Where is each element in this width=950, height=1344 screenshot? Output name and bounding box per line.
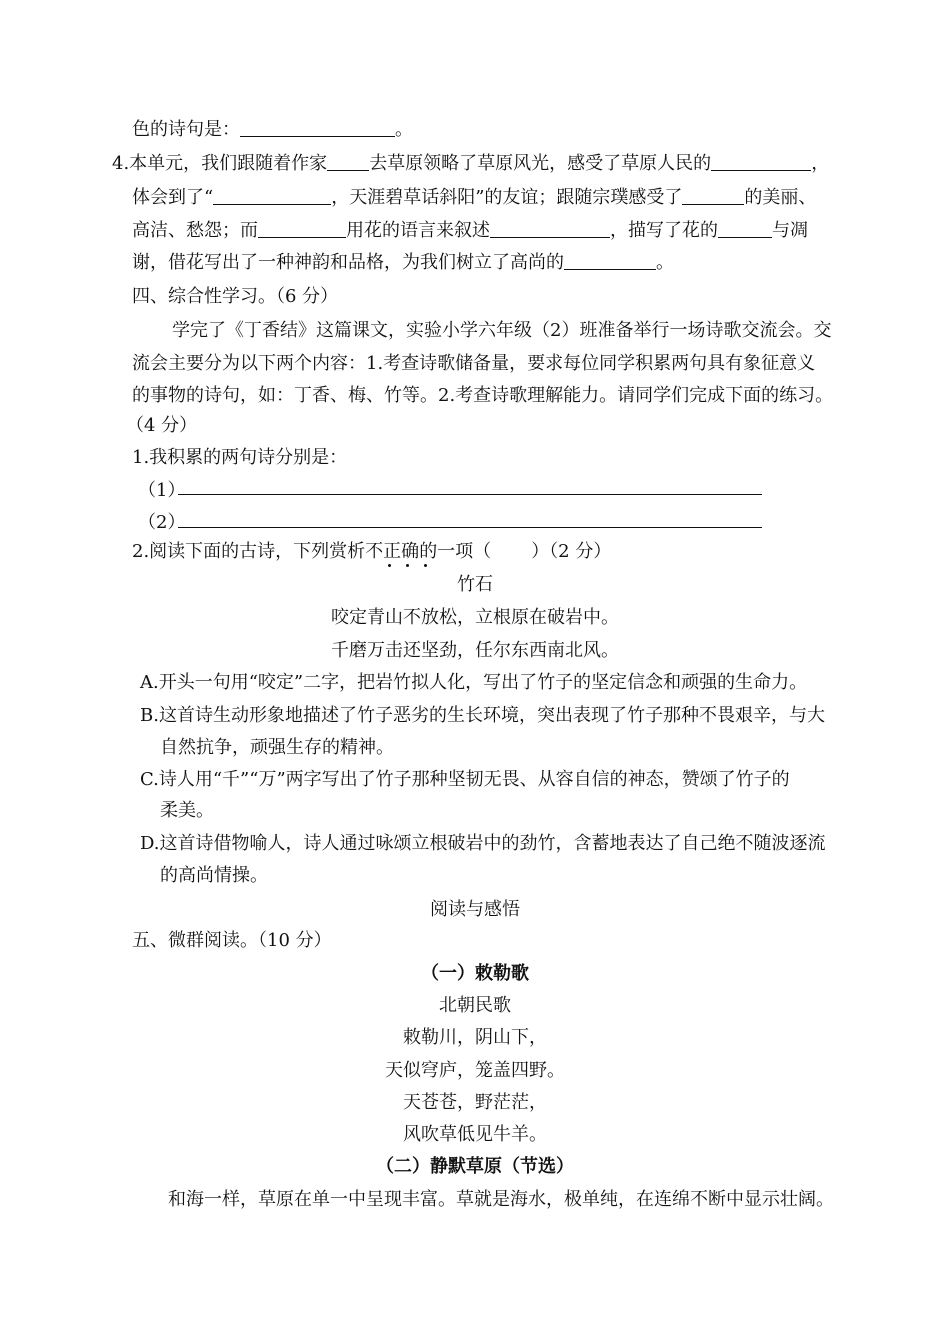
- text: 4.本单元，我们跟随着作家: [112, 153, 328, 174]
- text: 与凋: [772, 220, 808, 241]
- poem1-line: 天似穹庐，笼盖四野。: [385, 1060, 565, 1081]
- text: 。: [656, 252, 674, 273]
- answer-blank[interactable]: [718, 219, 772, 238]
- answer-blank[interactable]: [711, 152, 811, 171]
- answer-blank[interactable]: [490, 219, 610, 238]
- option-label: C.: [140, 769, 159, 790]
- option-b-cont: 自然抗争，顽强生存的精神。: [160, 737, 394, 758]
- text: ）（2 分）: [531, 541, 612, 562]
- poem1-line: 风吹草低见牛羊。: [403, 1124, 547, 1145]
- text: 高洁、愁怨；而: [132, 220, 258, 241]
- option-d-cont: 的高尚情操。: [160, 865, 268, 886]
- text: ，描写了花的: [610, 220, 718, 241]
- q4-line-3: [132, 219, 808, 243]
- q1-item-1-label: （1）: [138, 480, 186, 501]
- option-b[interactable]: [140, 704, 825, 728]
- option-a[interactable]: [140, 671, 807, 695]
- option-text: 这首诗生动形象地描述了竹子恶劣的生长环境，突出表现了竹子那种不畏艰辛，与大: [158, 705, 825, 726]
- answer-blank[interactable]: [213, 186, 331, 205]
- intro-line-4: （4 分）: [126, 415, 198, 436]
- option-c[interactable]: [140, 768, 790, 792]
- text: 2.阅读下面的古诗，下列赏析: [132, 541, 366, 562]
- text: 去草原领略了草原风光，感受了草原人民的: [369, 153, 712, 174]
- passage2-title: （二）静默草原（节选）: [376, 1156, 574, 1177]
- answer-blank[interactable]: [327, 152, 369, 171]
- answer-blank[interactable]: [240, 118, 395, 137]
- poem1-title: （一）敕勒歌: [421, 963, 529, 984]
- option-label: A.: [140, 672, 159, 693]
- passage2-text: 和海一样，草原在单一中呈现丰富。草就是海水，极单纯，在连绵不断中显示壮阔。: [168, 1189, 834, 1210]
- option-label: D.: [140, 833, 160, 854]
- answer-line-2[interactable]: [178, 527, 762, 528]
- q4-line-4: [132, 251, 674, 275]
- section-4-heading: 四、综合性学习。（6 分）: [132, 286, 339, 307]
- text: 用花的语言来叙述: [346, 220, 490, 241]
- option-text: 开头一句用“咬定”二字，把岩竹拟人化，写出了竹子的坚定信念和顽强的生命力。: [158, 672, 808, 693]
- emphasis-dot: [424, 564, 427, 567]
- poem1-author: 北朝民歌: [439, 995, 511, 1016]
- poem1-line: 天苍苍，野茫茫，: [403, 1092, 547, 1113]
- q2-prompt: [132, 540, 611, 564]
- intro-line-3: 的事物的诗句，如：丁香、梅、竹等。2.考查诗歌理解能力。请同学们完成下面的练习。: [132, 385, 834, 406]
- text: 的美丽、: [744, 187, 817, 208]
- section-5-heading: 五、微群阅读。（10 分）: [132, 930, 332, 951]
- poem-line: 咬定青山不放松，立根原在破岩中。: [331, 607, 619, 628]
- poem-line: 千磨万击还坚劲，任尔东西南北风。: [331, 640, 619, 661]
- reading-section-title: 阅读与感悟: [430, 899, 520, 920]
- text: 的一项（: [419, 541, 492, 562]
- answer-line-1[interactable]: [178, 494, 762, 495]
- q3-tail: [132, 118, 413, 142]
- text: ，: [811, 153, 830, 174]
- option-c-cont: 柔美。: [160, 800, 214, 821]
- text: 。: [395, 119, 413, 140]
- q4-line-2: [132, 186, 816, 210]
- poem-title: 竹石: [457, 574, 493, 595]
- text: 色的诗句是：: [132, 119, 240, 140]
- poem1-line: 敕勒川，阴山下，: [403, 1027, 547, 1048]
- emphasis-dot: [406, 564, 409, 567]
- emphasis-not-correct: 不正确: [365, 541, 420, 562]
- answer-blank[interactable]: [564, 251, 656, 270]
- option-d[interactable]: [140, 832, 826, 856]
- text: 谢，借花写出了一种神韵和品格，为我们树立了高尚的: [132, 252, 564, 273]
- option-text: 这首诗借物喻人，诗人通过咏颂立根破岩中的劲竹，含蓄地表达了自己绝不随波逐流: [159, 833, 826, 854]
- q4-line-1: [112, 152, 829, 176]
- q1-prompt: 1.我积累的两句诗分别是：: [132, 447, 348, 468]
- text: ，天涯碧草话斜阳”的友谊；跟随宗璞感受了: [331, 187, 683, 208]
- option-text: 诗人用“千”“万”两字写出了竹子那种坚韧无畏、从容自信的神态，赞颂了竹子的: [158, 769, 790, 790]
- emphasis-dot: [388, 564, 391, 567]
- intro-line-1: 学完了《丁香结》这篇课文，实验小学六年级（2）班准备举行一场诗歌交流会。交: [172, 320, 832, 341]
- q1-item-2-label: （2）: [138, 512, 186, 533]
- text: 体会到了“: [132, 187, 214, 208]
- answer-blank[interactable]: [682, 186, 744, 205]
- intro-line-2: 流会主要分为以下两个内容：1.考查诗歌储备量，要求每位同学积累两句具有象征意义: [132, 353, 816, 374]
- option-label: B.: [140, 705, 159, 726]
- answer-blank[interactable]: [258, 219, 346, 238]
